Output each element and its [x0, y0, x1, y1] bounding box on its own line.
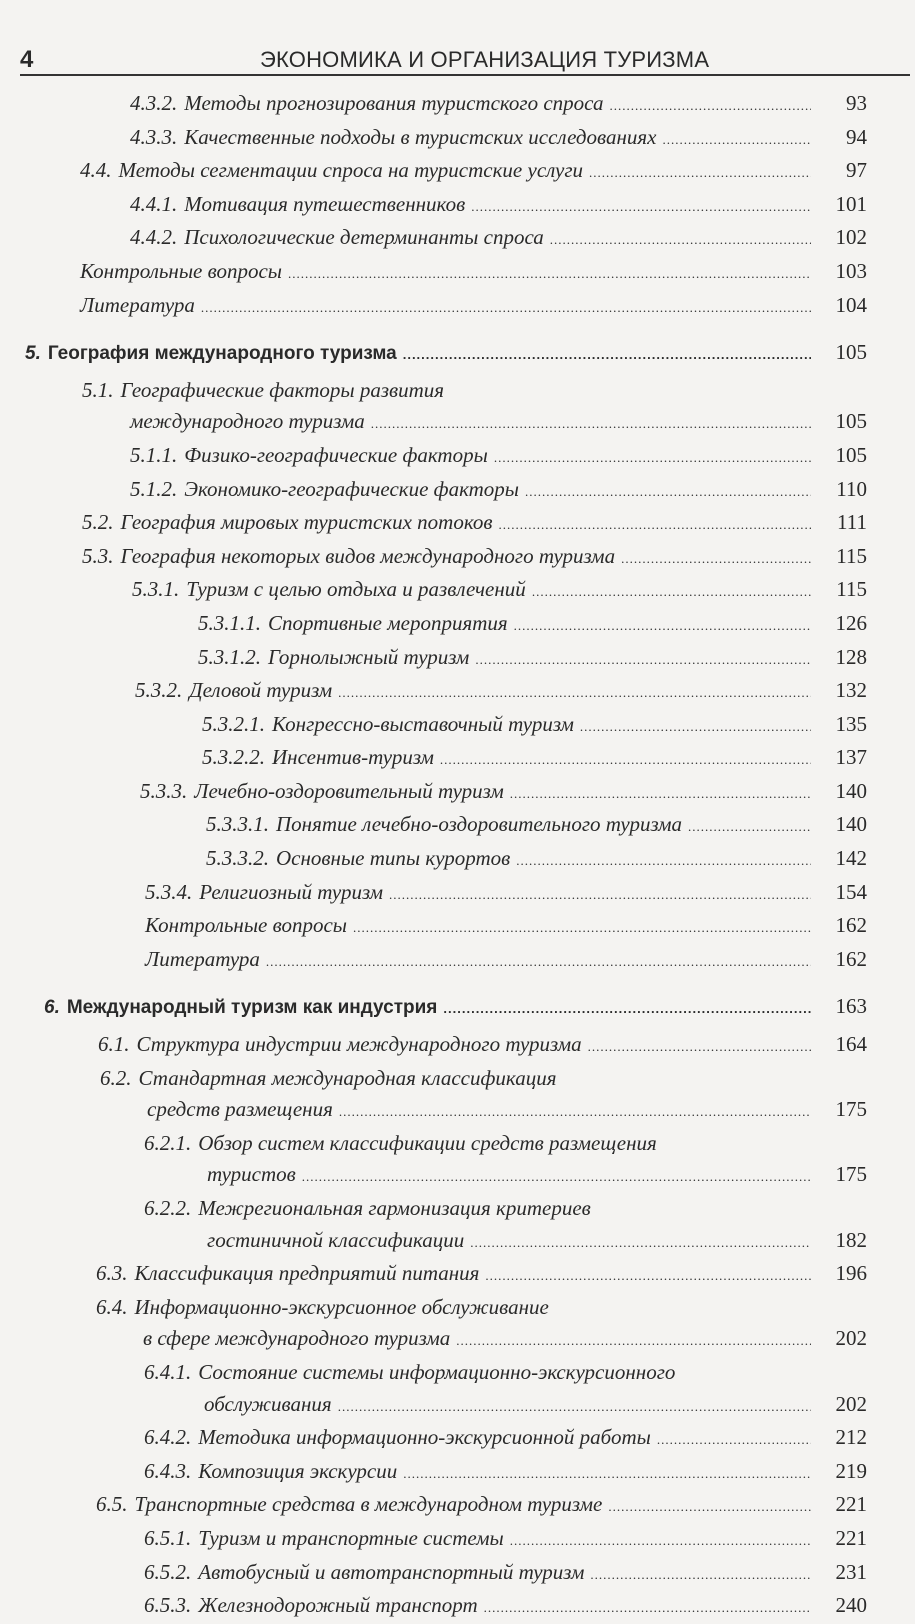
- dot-leader: [201, 292, 811, 324]
- toc-entry-title: Контрольные вопросы: [80, 258, 283, 283]
- toc-page-number: 175: [835, 1097, 867, 1122]
- dot-leader: [657, 1424, 811, 1456]
- toc-entry-number: 6.1.: [98, 1032, 130, 1057]
- toc-page-number: 105: [835, 409, 867, 434]
- toc-entry-title: Качественные подходы в туристских исследованиях: [184, 124, 657, 149]
- dot-leader: [440, 744, 811, 776]
- dot-leader: [589, 157, 811, 189]
- toc-entry-title: туристов: [207, 1162, 296, 1187]
- toc-entry: [0, 877, 915, 911]
- toc-entry-title: Психологические детерминанты спроса: [184, 225, 544, 250]
- toc-entry: [0, 440, 915, 474]
- toc-entry-title: Состояние системы информационно-экскурсионного: [198, 1359, 676, 1384]
- toc-page-number: 126: [835, 610, 867, 635]
- toc-entry: [0, 675, 915, 709]
- toc-entry: [0, 1029, 915, 1063]
- toc-page-number: 221: [835, 1525, 867, 1550]
- dot-leader: [588, 1031, 811, 1063]
- toc-entry-title: География мировых туристских потоков: [120, 510, 493, 535]
- toc-page-number: 115: [836, 543, 867, 568]
- toc-entry-number: 6.5.2.: [144, 1559, 192, 1584]
- toc-entry: [0, 776, 915, 810]
- toc-entry: [0, 1357, 915, 1422]
- toc-entry-title: Композиция экскурсии: [198, 1458, 398, 1483]
- toc-entry: [0, 474, 915, 508]
- toc-entry: [0, 843, 915, 877]
- toc-entry: [0, 742, 915, 776]
- toc-entry-number: 6.5.3.: [144, 1593, 192, 1618]
- toc-entry-title: Мотивация путешественников: [184, 191, 466, 216]
- toc-entry-title: Литература: [80, 292, 195, 317]
- toc-page-number: 104: [835, 292, 867, 317]
- toc-page-number: 135: [835, 711, 867, 736]
- dot-leader: [353, 912, 811, 944]
- toc-page-number: 140: [835, 812, 867, 837]
- toc-entry-number: 5.1.1.: [130, 442, 178, 467]
- toc-entry: [0, 507, 915, 541]
- toc-entry-title: Спортивные мероприятия: [268, 610, 508, 635]
- toc-page-number: 102: [835, 225, 867, 250]
- toc-page-number: 164: [835, 1032, 867, 1057]
- toc-entry: [0, 642, 915, 676]
- toc-entry-title: Конгрессно-выставочный туризм: [272, 711, 574, 736]
- toc-entry-number: 6.4.1.: [144, 1359, 192, 1384]
- toc-page-number: 115: [836, 577, 867, 602]
- toc-entry-title: Горнолыжный туризм: [268, 644, 470, 669]
- toc-entry-number: 5.3.1.: [132, 577, 180, 602]
- toc-entry-title: Международный туризм как индустрия: [66, 997, 438, 1019]
- toc-entry-number: 6.5.1.: [144, 1525, 192, 1550]
- toc-page-number: 110: [836, 476, 867, 501]
- toc-entry-title: Инсентив-туризм: [272, 745, 434, 770]
- toc-entry: [0, 608, 915, 642]
- toc-entry-title: Межрегиональная гармонизация критериев: [198, 1196, 591, 1220]
- dot-leader: [532, 576, 811, 608]
- toc-page-number: 105: [835, 442, 867, 467]
- dot-leader: [525, 476, 811, 508]
- toc-entry-number: 6.2.2.: [144, 1196, 192, 1220]
- dot-leader: [662, 124, 811, 156]
- dot-leader: [484, 1592, 811, 1624]
- toc-entry-title: Информационно-экскурсионное обслуживание: [134, 1294, 549, 1319]
- dot-leader: [339, 1096, 811, 1128]
- toc-entry-title: средств размещения: [147, 1097, 333, 1122]
- toc-entry-title: Религиозный туризм: [199, 879, 384, 904]
- dot-leader: [456, 1325, 811, 1357]
- toc-page-number: 175: [835, 1162, 867, 1187]
- toc-entry-number: 6.4.2.: [144, 1425, 192, 1450]
- toc-page-number: 111: [837, 510, 867, 535]
- toc-page-number: 97: [846, 158, 867, 183]
- toc-page-number: 221: [835, 1492, 867, 1517]
- toc-entry: [0, 1193, 915, 1258]
- toc-entry: [0, 1590, 915, 1624]
- toc-entry-title: международного туризма: [130, 409, 365, 434]
- dot-leader: [288, 258, 811, 290]
- toc-entry-number: 4.3.3.: [130, 124, 178, 149]
- toc-page-number: 219: [835, 1458, 867, 1483]
- dot-leader: [550, 224, 811, 256]
- toc-entry-number: 4.3.2.: [130, 91, 178, 115]
- toc-entry: [0, 1422, 915, 1456]
- toc-entry: [0, 1456, 915, 1490]
- toc-entry: [0, 1523, 915, 1557]
- toc-entry-title: Контрольные вопросы: [145, 913, 348, 938]
- dot-leader: [338, 1391, 811, 1423]
- dot-leader: [688, 811, 811, 843]
- dot-leader: [302, 1161, 811, 1193]
- toc-entry: [0, 189, 915, 223]
- toc-entry: [0, 709, 915, 743]
- dot-leader: [485, 1260, 811, 1292]
- dot-leader: [621, 543, 811, 575]
- dot-leader: [510, 778, 811, 810]
- dot-leader: [266, 946, 811, 978]
- dot-leader: [609, 90, 811, 122]
- toc-entry-title: Туризм и транспортные системы: [198, 1525, 504, 1550]
- toc-entry-title: Литература: [145, 946, 260, 971]
- toc-page-number: 94: [846, 124, 867, 149]
- table-of-contents: [0, 88, 915, 1624]
- toc-entry-number: 5.1.: [82, 377, 114, 402]
- toc-entry-title: Стандартная международная классификация: [138, 1065, 557, 1090]
- toc-entry-number: 6.: [44, 997, 60, 1019]
- toc-entry-title: Классификация предприятий питания: [134, 1261, 480, 1286]
- toc-entry-number: 5.1.2.: [130, 476, 178, 501]
- toc-entry-number: 4.4.1.: [130, 191, 178, 216]
- toc-page-number: 105: [835, 340, 867, 365]
- dot-leader: [590, 1559, 811, 1591]
- toc-entry-number: 6.4.3.: [144, 1458, 192, 1483]
- toc-entry: [0, 1258, 915, 1292]
- toc-entry-number: 6.2.1.: [144, 1130, 192, 1155]
- toc-entry-number: 5.: [25, 343, 41, 365]
- toc-page-number: 163: [835, 994, 867, 1019]
- toc-entry-number: 4.4.: [80, 158, 112, 183]
- toc-page-number: 196: [835, 1261, 867, 1286]
- toc-page-number: 154: [835, 879, 867, 904]
- toc-entry-number: 5.3.3.: [140, 778, 188, 803]
- dot-leader: [608, 1491, 811, 1523]
- toc-page-number: 128: [835, 644, 867, 669]
- dot-leader: [338, 677, 811, 709]
- toc-page-number: 140: [835, 778, 867, 803]
- toc-entry: [0, 256, 915, 290]
- toc-chapter-entry: [0, 337, 915, 371]
- toc-entry-title: Структура индустрии международного туризма: [136, 1032, 582, 1057]
- toc-entry: [0, 1292, 915, 1357]
- toc-entry: [0, 910, 915, 944]
- toc-entry: [0, 944, 915, 978]
- toc-entry-title: Методика информационно-экскурсионной работы: [198, 1425, 651, 1450]
- toc-entry-title: Деловой туризм: [189, 678, 333, 703]
- toc-entry-title: Физико-географические факторы: [184, 442, 488, 467]
- dot-leader: [371, 408, 811, 440]
- toc-entry-number: 6.3.: [96, 1261, 128, 1286]
- toc-entry-title: Основные типы курортов: [276, 846, 511, 871]
- toc-page-number: 132: [835, 678, 867, 703]
- toc-entry-number: 6.5.: [96, 1492, 128, 1517]
- dot-leader: [471, 191, 811, 223]
- dot-leader: [580, 711, 811, 743]
- dot-leader: [494, 442, 811, 474]
- toc-entry-title: Обзор систем классификации средств размещения: [198, 1130, 657, 1155]
- toc-page-number: 93: [846, 91, 867, 115]
- toc-entry-number: 5.2.: [82, 510, 114, 535]
- toc-entry-number: 5.3.2.2.: [202, 745, 265, 770]
- toc-page-number: 182: [835, 1227, 867, 1252]
- toc-entry: [0, 1063, 915, 1128]
- toc-entry-title: Лечебно-оздоровительный туризм: [194, 778, 504, 803]
- toc-page-number: 162: [835, 946, 867, 971]
- dot-leader: [389, 879, 811, 911]
- toc-page-number: 101: [835, 191, 867, 216]
- toc-entry-title: География некоторых видов международного туризма: [120, 543, 616, 568]
- toc-entry-title: Железнодорожный транспорт: [198, 1593, 478, 1618]
- toc-entry: [0, 222, 915, 256]
- toc-entry-title: в сфере международного туризма: [143, 1326, 451, 1351]
- toc-entry-title: Автобусный и автотранспортный туризм: [198, 1559, 585, 1584]
- toc-entry-number: 5.3.1.2.: [198, 644, 261, 669]
- toc-entry: [0, 574, 915, 608]
- toc-entry-number: 5.3.3.2.: [206, 846, 269, 871]
- dot-leader: [403, 339, 811, 371]
- toc-entry-title: Транспортные средства в международном туризме: [134, 1492, 603, 1517]
- toc-entry-number: 4.4.2.: [130, 225, 178, 250]
- dot-leader: [516, 845, 811, 877]
- running-title: ЭКОНОМИКА И ОРГАНИЗАЦИЯ ТУРИЗМА: [260, 47, 710, 72]
- dot-leader: [403, 1458, 811, 1490]
- toc-page-number: 137: [835, 745, 867, 770]
- toc-entry-title: гостиничной классификации: [207, 1227, 465, 1252]
- toc-entry-number: 5.3.1.1.: [198, 610, 261, 635]
- toc-entry: [0, 122, 915, 156]
- toc-entry-title: География международного туризма: [47, 343, 397, 365]
- toc-entry-title: Методы прогнозирования туристского спроса: [184, 91, 604, 115]
- toc-page-number: 240: [835, 1593, 867, 1618]
- toc-chapter-entry: [0, 991, 915, 1025]
- dot-leader: [514, 610, 811, 642]
- toc-entry-number: 5.3.3.1.: [206, 812, 269, 837]
- toc-entry: [0, 1557, 915, 1591]
- toc-page-number: 212: [835, 1425, 867, 1450]
- toc-page-number: 103: [835, 258, 867, 283]
- toc-entry: [0, 1489, 915, 1523]
- toc-entry-number: 6.4.: [96, 1294, 128, 1319]
- page-number: 4: [20, 46, 34, 73]
- toc-entry-title: Географические факторы развития: [120, 377, 445, 402]
- toc-entry: [0, 809, 915, 843]
- toc-entry-number: 5.3.: [82, 543, 114, 568]
- toc-entry-number: 5.3.2.1.: [202, 711, 265, 736]
- toc-entry: [0, 541, 915, 575]
- toc-entry-title: Методы сегментации спроса на туристские услуги: [118, 158, 584, 183]
- toc-page-number: 202: [835, 1391, 867, 1416]
- toc-entry: [0, 1128, 915, 1193]
- toc-entry: [0, 375, 915, 440]
- dot-leader: [470, 1227, 811, 1259]
- toc-page-number: 142: [835, 846, 867, 871]
- page-header: [20, 44, 910, 76]
- toc-entry-number: 5.3.4.: [145, 879, 193, 904]
- toc-entry: [0, 88, 915, 122]
- toc-page-number: 231: [835, 1559, 867, 1584]
- toc-entry-title: обслуживания: [204, 1391, 332, 1416]
- toc-page-number: 162: [835, 913, 867, 938]
- toc-entry-title: Экономико-географические факторы: [184, 476, 520, 501]
- toc-entry-title: Туризм с целью отдыха и развлечений: [186, 577, 526, 602]
- toc-page-number: 202: [835, 1326, 867, 1351]
- toc-entry: [0, 290, 915, 324]
- toc-entry-title: Понятие лечебно-оздоровительного туризма: [276, 812, 683, 837]
- toc-entry-number: 6.2.: [100, 1065, 132, 1090]
- toc-entry-number: 5.3.2.: [135, 678, 183, 703]
- dot-leader: [443, 993, 811, 1025]
- dot-leader: [475, 644, 811, 676]
- dot-leader: [510, 1525, 811, 1557]
- dot-leader: [498, 509, 811, 541]
- toc-entry: [0, 155, 915, 189]
